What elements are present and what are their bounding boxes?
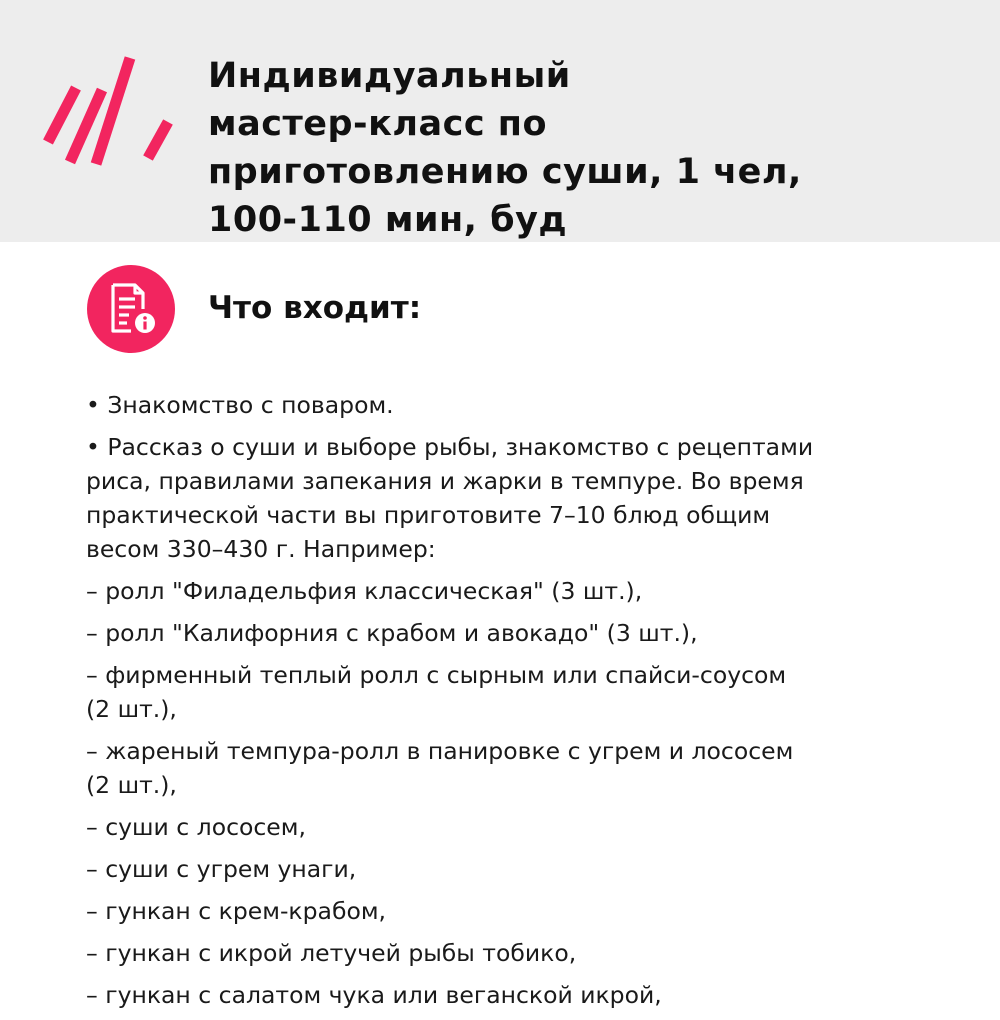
text-line: (2 шт.), bbox=[86, 695, 177, 723]
page-title bbox=[208, 52, 988, 244]
title-line: приготовлению суши, 1 чел, bbox=[208, 152, 802, 192]
text-line: – ролл "Филадельфия классическая" (3 шт.), bbox=[86, 577, 643, 605]
list-item bbox=[86, 574, 981, 608]
list-item bbox=[86, 616, 981, 650]
document-info-icon bbox=[87, 265, 175, 353]
text-line: – гункан с крем-крабом, bbox=[86, 897, 387, 925]
list-item bbox=[86, 894, 981, 928]
text-line: – ролл "Калифорния с крабом и авокадо" (3 шт.), bbox=[86, 619, 698, 647]
text-line: – гункан с икрой летучей рыбы тобико, bbox=[86, 939, 577, 967]
text-line: риса, правилами запекания и жарки в темпуре. Во время bbox=[86, 467, 804, 495]
list-item bbox=[86, 658, 981, 726]
content-body bbox=[86, 388, 981, 1020]
section-title: Что входит: bbox=[208, 290, 422, 326]
text-line: – жареный темпура-ролл в панировке с угрем и лососем bbox=[86, 737, 794, 765]
title-line: мастер-класс по bbox=[208, 104, 547, 144]
slash-stripes-logo-icon bbox=[40, 52, 175, 172]
text-line: весом 330–430 г. Например: bbox=[86, 535, 436, 563]
text-line: • Знакомство с поваром. bbox=[86, 391, 394, 419]
list-item bbox=[86, 388, 981, 422]
list-item bbox=[86, 936, 981, 970]
list-item bbox=[86, 734, 981, 802]
text-line: • Рассказ о суши и выборе рыбы, знакомство с рецептами bbox=[86, 433, 814, 461]
text-line: – фирменный теплый ролл с сырным или спайси-соусом bbox=[86, 661, 787, 689]
list-item bbox=[86, 978, 981, 1012]
text-line: – суши с угрем унаги, bbox=[86, 855, 357, 883]
header-banner bbox=[0, 0, 1000, 242]
text-line: – суши с лососем, bbox=[86, 813, 306, 841]
text-line: – гункан с салатом чука или веганской икрой, bbox=[86, 981, 662, 1009]
text-line: практической части вы приготовите 7–10 блюд общим bbox=[86, 501, 771, 529]
title-line: Индивидуальный bbox=[208, 56, 571, 96]
text-line: (2 шт.), bbox=[86, 771, 177, 799]
list-item bbox=[86, 810, 981, 844]
list-item bbox=[86, 852, 981, 886]
title-line: 100-110 мин, буд bbox=[208, 200, 568, 240]
list-item bbox=[86, 430, 981, 566]
